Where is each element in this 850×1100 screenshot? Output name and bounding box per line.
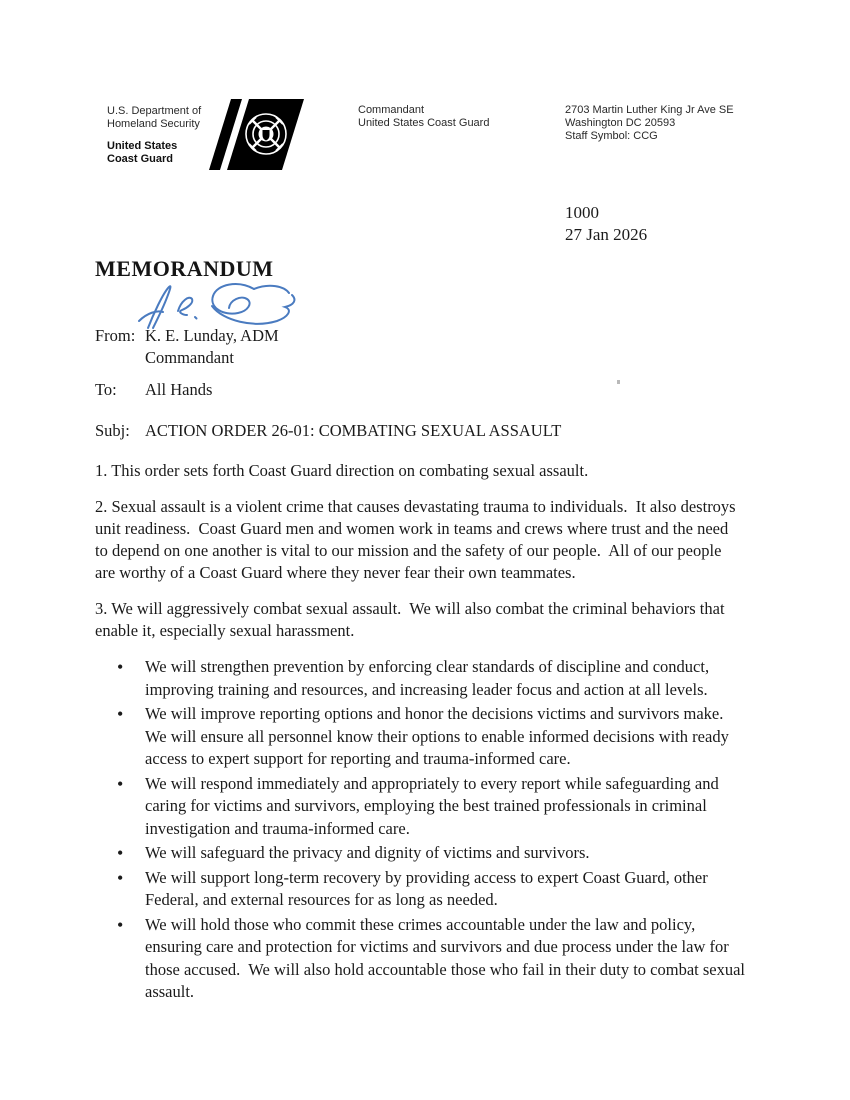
memo-date: 27 Jan 2026 [565, 225, 648, 244]
subject-row [95, 420, 745, 442]
paragraph-1: 1. This order sets forth Coast Guard direction on combating sexual assault. [95, 461, 589, 480]
list-item: • We will hold those who commit these crimes accountable under the law and policy, ensuring care and protection for victims and survivors and due process under the law for those accused. We will also hold accountable those who fail in their duty to combat sexual assault. [95, 914, 745, 1004]
uscg-racing-stripe-icon [205, 96, 307, 174]
file-number: 1000 [565, 203, 599, 222]
list-item: • We will strengthen prevention by enforcing clear standards of discipline and conduct, improving training and resources, and increasing leader focus and action at all levels. [95, 656, 745, 701]
letterhead-address [565, 104, 734, 143]
date-block [565, 202, 647, 246]
from-row [95, 325, 745, 369]
subject-value: ACTION ORDER 26-01: COMBATING SEXUAL ASSAULT [145, 421, 562, 440]
list-item: • We will support long-term recovery by providing access to expert Coast Guard, other Federal, and external resources for as long as needed. [95, 867, 745, 912]
scan-artifact-dot [617, 380, 620, 384]
letterhead-agency [107, 105, 201, 166]
letterhead-office [358, 104, 489, 130]
to-row [95, 379, 745, 401]
uscg-logo [205, 96, 307, 174]
agency-line: U.S. Department of [107, 105, 202, 117]
address-line: Staff Symbol: CCG [565, 130, 658, 142]
office-line: United States Coast Guard [358, 117, 490, 129]
to-value: All Hands [145, 380, 213, 399]
from-label: From: [95, 326, 136, 345]
from-value [145, 325, 279, 369]
memo-body [95, 325, 750, 1006]
list-item: • We will safeguard the privacy and dignity of victims and survivors. [95, 842, 745, 865]
list-item: • We will respond immediately and appropriately to every report while safeguarding and caring for victims and survivors, employing the best trained professionals in criminal investigation and trauma-informed care. [95, 773, 745, 841]
action-bullet-list [95, 656, 750, 1004]
to-label: To: [95, 380, 117, 399]
agency-line: Homeland Security [107, 118, 200, 130]
paragraph-3: 3. We will aggressively combat sexual assault. We will also combat the criminal behaviors that enable it, especially sexual harassment. [95, 599, 729, 640]
branch-line: United States [107, 140, 178, 152]
paragraph-2: 2. Sexual assault is a violent crime that causes devastating trauma to individuals. It also destroys unit readiness. Coast Guard men and women work in teams and crews where trust and the need to depend on one another is vital to our mission and the safety of our people. All of our people are worthy of a Coast Guard where they never fear their own teammates. [95, 497, 740, 582]
from-name: K. E. Lunday, ADM [145, 326, 279, 345]
page-title: MEMORANDUM [95, 256, 274, 281]
office-line: Commandant [358, 104, 425, 116]
from-title: Commandant [145, 348, 234, 367]
list-item: • We will improve reporting options and honor the decisions victims and survivors make. We will ensure all personnel know their options to enable informed decisions with ready access to expert support for reporting and trauma-informed care. [95, 703, 745, 771]
address-line: 2703 Martin Luther King Jr Ave SE [565, 104, 734, 116]
subject-label: Subj: [95, 421, 130, 440]
address-line: Washington DC 20593 [565, 117, 676, 129]
branch-line: Coast Guard [107, 153, 174, 165]
